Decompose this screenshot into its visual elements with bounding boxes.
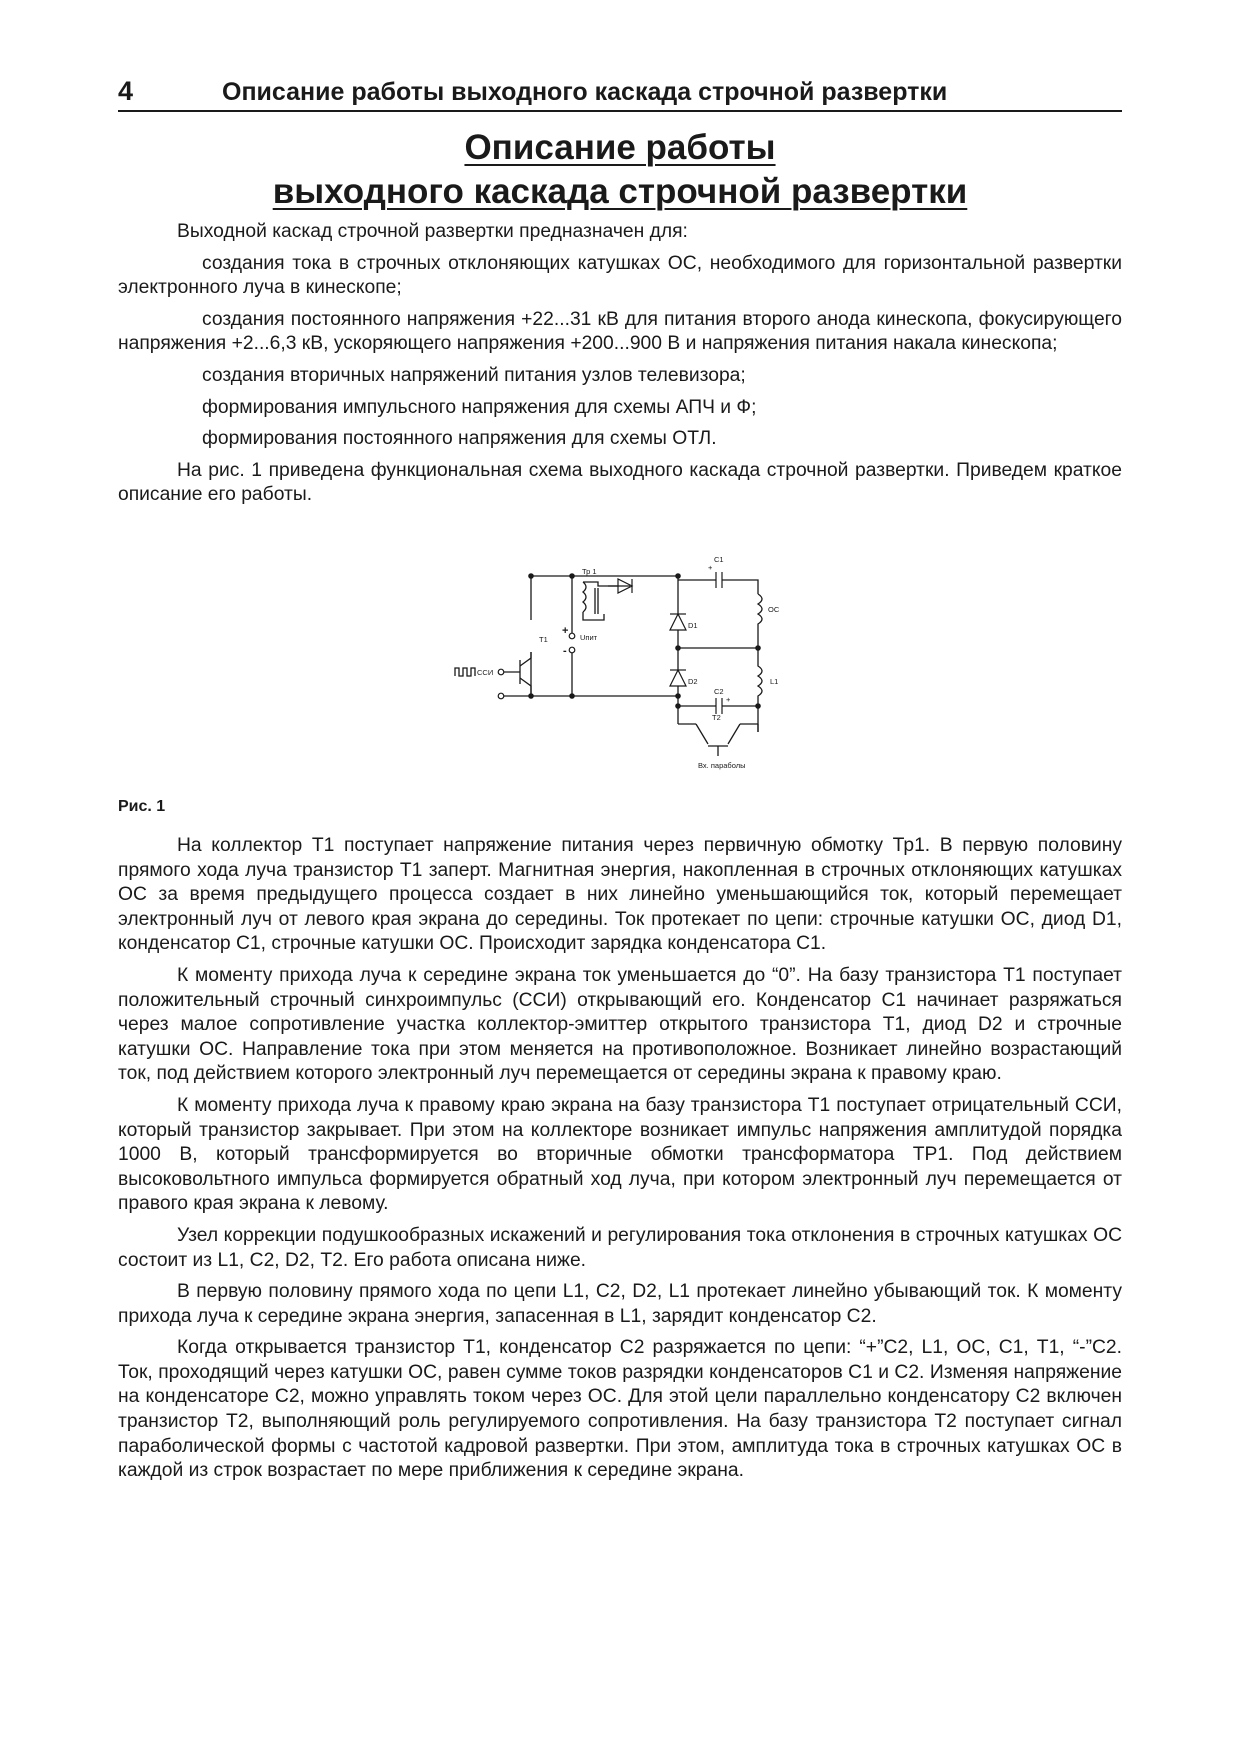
label-upit: Uпит — [580, 633, 598, 642]
label-c1: С1 — [714, 555, 724, 564]
list-item: создания тока в строчных отклоняющих катушках ОС, необходимого для горизонтальной развертки электронного луча в кинескопе; — [118, 252, 1122, 299]
label-l1: L1 — [770, 677, 779, 686]
page-header — [118, 74, 1122, 112]
body-section — [118, 834, 1122, 1484]
intro-section — [118, 220, 1122, 508]
label-d2: D2 — [688, 677, 698, 686]
intro-lead: Выходной каскад строчной развертки предназначен для: — [177, 221, 688, 242]
label-parabola-input: Вх. параболы — [698, 761, 746, 770]
figure-reference-paragraph: На рис. 1 приведена функциональная схема выходного каскада строчной развертки. Приведем краткое описание его работы. — [118, 459, 1122, 506]
circuit-schematic — [440, 548, 810, 778]
page-number: 4 — [118, 76, 134, 106]
figure-caption: Рис. 1 — [118, 798, 166, 815]
circuit-diagram — [440, 548, 810, 778]
label-c2-plus: + — [726, 695, 731, 704]
label-d1: D1 — [688, 621, 698, 630]
body-paragraph: Когда открывается транзистор Т1, конденсатор С2 разряжается по цепи: “+”С2, L1, ОС, С1, Т1, “-”С2. Ток, проходящий через катушки ОС, равен сумме токов разрядки конденсаторов С1 и С2. Изменяя напряжение на конденсаторе С2, можно управлять током через ОС. Для этой цели параллельно конденсатору С2 включен транзистор Т2, выполняющий роль регулируемого сопротивления. На базу транзистора Т2 поступает сигнал параболической формы с частотой кадровой развертки. При этом, амплитуда тока в строчных катушках ОС в каждой из строк возрастает по мере приближения к середине экрана. — [118, 1337, 1122, 1482]
list-item: создания постоянного напряжения +22...31 кВ для питания второго анода кинескопа, фокусирующего напряжения +2...6,3 кВ, ускоряющего напряжения +200...900 В и напряжения питания накала кинескопа; — [118, 308, 1122, 355]
body-paragraph: На коллектор Т1 поступает напряжение питания через первичную обмотку Тр1. В первую половину прямого хода луча транзистор Т1 заперт. Магнитная энергия, накопленная в строчных отклоняющих катушках ОС за время предыдущего процесса создает в них линейно уменьшающийся ток, который перемещает электронный луч от левого края экрана до середины. Ток протекает по цепи: строчные катушки ОС, диод D1, конденсатор С1, строчные катушки ОС. Происходит зарядка конденсатора С1. — [118, 835, 1122, 955]
body-paragraph: К моменту прихода луча к правому краю экрана на базу транзистора Т1 поступает отрицательный ССИ, который транзистор закрывает. При этом на коллекторе возникает импульс напряжения амплитудой порядка 1000 В, который трансформируется во вторичные обмотки трансформатора ТР1. Под действием высоковольтного импульса формируется обратный ход луча, при котором электронный луч перемещается от правого края экрана к левому. — [118, 1094, 1122, 1215]
list-item: создания вторичных напряжений питания узлов телевизора; — [202, 364, 746, 386]
label-c1-plus: + — [708, 563, 713, 572]
label-tr1: Тр 1 — [582, 567, 597, 576]
label-c2: С2 — [714, 687, 724, 696]
running-title: Описание работы выходного каскада строчной развертки — [222, 78, 948, 106]
page-title — [118, 126, 1122, 214]
label-ssi: ССИ — [477, 668, 494, 677]
body-paragraph: Узел коррекции подушкообразных искажений и регулирования тока отклонения в строчных катушках ОС состоит из L1, С2, D2, Т2. Его работа описана ниже. — [118, 1224, 1122, 1271]
label-oc: ОС — [768, 605, 780, 614]
body-paragraph: К моменту прихода луча к середине экрана ток уменьшается до “0”. На базу транзистора Т1 поступает положительный строчный синхроимпульс (ССИ) открывающий его. Конденсатор С1 начинает разряжаться через малое сопротивление участка коллектор-эмиттер открытого транзистора Т1, диод D2 и строчные катушки ОС. Направление тока при этом меняется на противоположное. Возникает линейно возрастающий ток, под действием которого электронный луч перемещается от середины экрана к правому краю. — [118, 964, 1122, 1085]
list-item: формирования постоянного напряжения для схемы ОТЛ. — [202, 428, 717, 450]
label-minus: - — [563, 645, 567, 657]
label-t2: Т2 — [712, 713, 721, 722]
list-item: формирования импульсного напряжения для схемы АПЧ и Ф; — [202, 396, 757, 418]
label-plus: + — [562, 625, 569, 637]
body-paragraph: В первую половину прямого хода по цепи L1, С2, D2, L1 протекает линейно убывающий ток. К моменту прихода луча к середине экрана энергия, запасенная в L1, зарядит конденсатор С2. — [118, 1281, 1122, 1327]
page-title-line-1: Описание работы — [464, 128, 776, 167]
page-title-line-2: выходного каскада строчной развертки — [272, 172, 968, 211]
label-t1: Т1 — [539, 635, 548, 644]
